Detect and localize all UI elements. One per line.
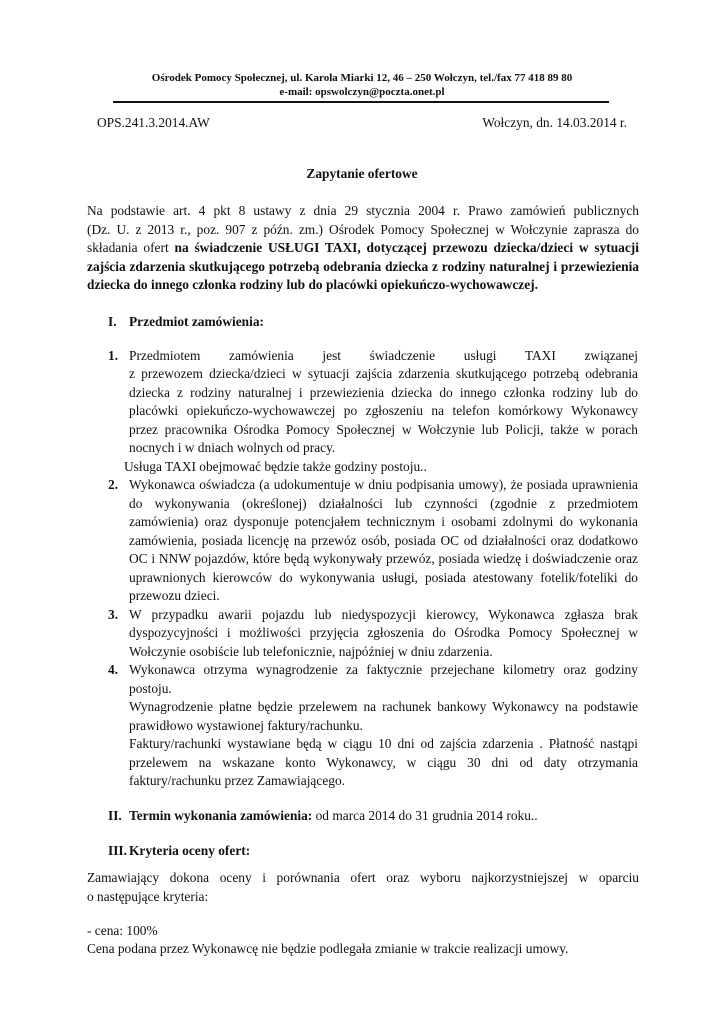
intro-line: Na podstawie art. 4 pkt 8 ustawy z dnia 29 stycznia 2004 r. Prawo zamówień publicznych — [87, 203, 639, 218]
letterhead-email: e-mail: opswolczyn@poczta.onet.pl — [279, 86, 445, 98]
section-number: III. — [108, 843, 127, 858]
list-item-number: 2. — [108, 477, 119, 492]
intro-line — [87, 240, 639, 256]
list-item-line: przelewem na wskazane konto Wykonawcy, w ciągu 30 dni od daty otrzymania — [129, 755, 638, 770]
document-title: Zapytanie ofertowe — [306, 166, 418, 181]
section-line — [129, 808, 538, 824]
list-item-line: do wykonywania (określonej) działalności lub czynności (zgodnie z przedmiotem — [129, 496, 638, 511]
intro-text: składania ofert — [87, 240, 175, 255]
section-number: II. — [108, 808, 122, 823]
list-item-line: Faktury/rachunki wystawiane będą w ciągu 10 dni od zajścia zdarzenia . Płatność nastąpi — [129, 736, 638, 751]
letterhead-address: Ośrodek Pomocy Społecznej, ul. Karola Miarki 12, 46 – 250 Wołczyn, tel./fax 77 418 89 80 — [151, 72, 573, 84]
intro-line: dziecka do innego członka rodziny lub do placówki opiekuńczo-wychowawczej. — [87, 277, 538, 292]
list-item-line: zamówienia, posiada licencję na przewóz osób, posiada OC od działalności oraz dodatkowo — [129, 533, 638, 548]
section-text: od marca 2014 do 31 grudnia 2014 roku.. — [312, 808, 538, 823]
list-item-line: Wynagrodzenie płatne będzie przelewem na rachunek bankowy Wykonawcy na podstawie — [129, 699, 638, 714]
list-item-line: dziecka z rodziny naturalnej i przewiezienia dziecka do innego członka rodziny lub do — [129, 385, 638, 400]
list-item-line: Wykonawca oświadcza (a udokumentuje w dniu podpisania umowy), że posiada uprawnienia — [129, 477, 638, 492]
list-item-line: Usługa TAXI obejmować będzie także godziny postoju.. — [124, 459, 427, 474]
list-item-line: Wołczynie osobiście lub telefonicznie, najpóźniej w dniu zdarzenia. — [129, 644, 493, 659]
section-title: Kryteria oceny ofert: — [129, 843, 251, 858]
intro-bold-text: na świadczenie USŁUGI TAXI, dotyczącej przewozu dziecka/dzieci w sytuacji — [174, 240, 639, 255]
list-item-line: dyspozycyjności i możliwości przyjęcia zgłoszenia do Ośrodka Pomocy Społecznej w — [129, 625, 638, 640]
criteria-line: Zamawiający dokona oceny i porównania ofert oraz wyboru najkorzystniejszej w oparciu — [87, 870, 639, 885]
list-item-line: zamówienia) oraz dysponuje potencjałem technicznym i osobami zdolnymi do wykonania — [129, 514, 638, 529]
list-item-line: przez pracownika Ośrodka Pomocy Społecznej w Wołczynie lub Policji, także w porach — [129, 422, 638, 437]
list-item-line: faktury/rachunku przez Zamawiającego. — [129, 773, 345, 788]
list-item-line: przewozu dzieci. — [129, 588, 220, 603]
letterhead-rule — [113, 101, 609, 103]
list-item-line: OC i NNW pojazdów, które będą wykonywały przewóz, posiada wiedzę i doświadczenie oraz — [129, 551, 638, 566]
list-item-line: W przypadku awarii pojazdu lub niedyspozycji kierowcy, Wykonawca zgłasza brak — [129, 607, 638, 622]
list-item-line: prawidłowo wystawionej faktury/rachunku. — [129, 718, 363, 733]
list-item-line: placówki opiekuńczo-wychowawczej po zgłoszeniu na telefon komórkowy Wykonawcy — [129, 403, 638, 418]
section-number: I. — [108, 314, 117, 329]
section-title: Termin wykonania zamówienia: — [129, 808, 313, 823]
list-item-line: nocnych i w dniach wolnych od pracy. — [129, 440, 336, 455]
intro-line: (Dz. U. z 2013 r., poz. 907 z późn. zm.) Ośrodek Pomocy Społecznej w Wołczynie zaprasza do — [87, 222, 639, 237]
list-item-number: 1. — [108, 348, 119, 363]
list-item-line: z przewozem dziecka/dzieci w sytuacji zajścia zdarzenia skutkującego potrzebą odebrania — [129, 366, 638, 381]
list-item-line: uprawnionych kierowców do wykonywania usługi, posiada atestowany fotelik/foteliki do — [129, 570, 638, 585]
list-item-line: Wykonawca otrzyma wynagrodzenie za faktycznie przejechane kilometry oraz godziny — [129, 662, 638, 677]
list-item-number: 3. — [108, 607, 119, 622]
section-title: Przedmiot zamówienia: — [129, 314, 264, 329]
list-item-number: 4. — [108, 662, 119, 677]
criteria-price: - cena: 100% — [87, 923, 158, 938]
criteria-note: Cena podana przez Wykonawcę nie będzie podlegała zmianie w trakcie realizacji umowy. — [87, 941, 569, 956]
place-date: Wołczyn, dn. 14.03.2014 r. — [482, 115, 627, 130]
reference-number: OPS.241.3.2014.AW — [97, 115, 210, 130]
list-item-line: postoju. — [129, 681, 172, 696]
list-item-line: Przedmiotem zamówienia jest świadczenie usługi TAXI związanej — [129, 348, 638, 363]
intro-line: zajścia zdarzenia skutkującego potrzebą odebrania dziecka z rodziny naturalnej i przewiezienia — [87, 259, 639, 274]
criteria-line: o następujące kryteria: — [87, 889, 209, 904]
